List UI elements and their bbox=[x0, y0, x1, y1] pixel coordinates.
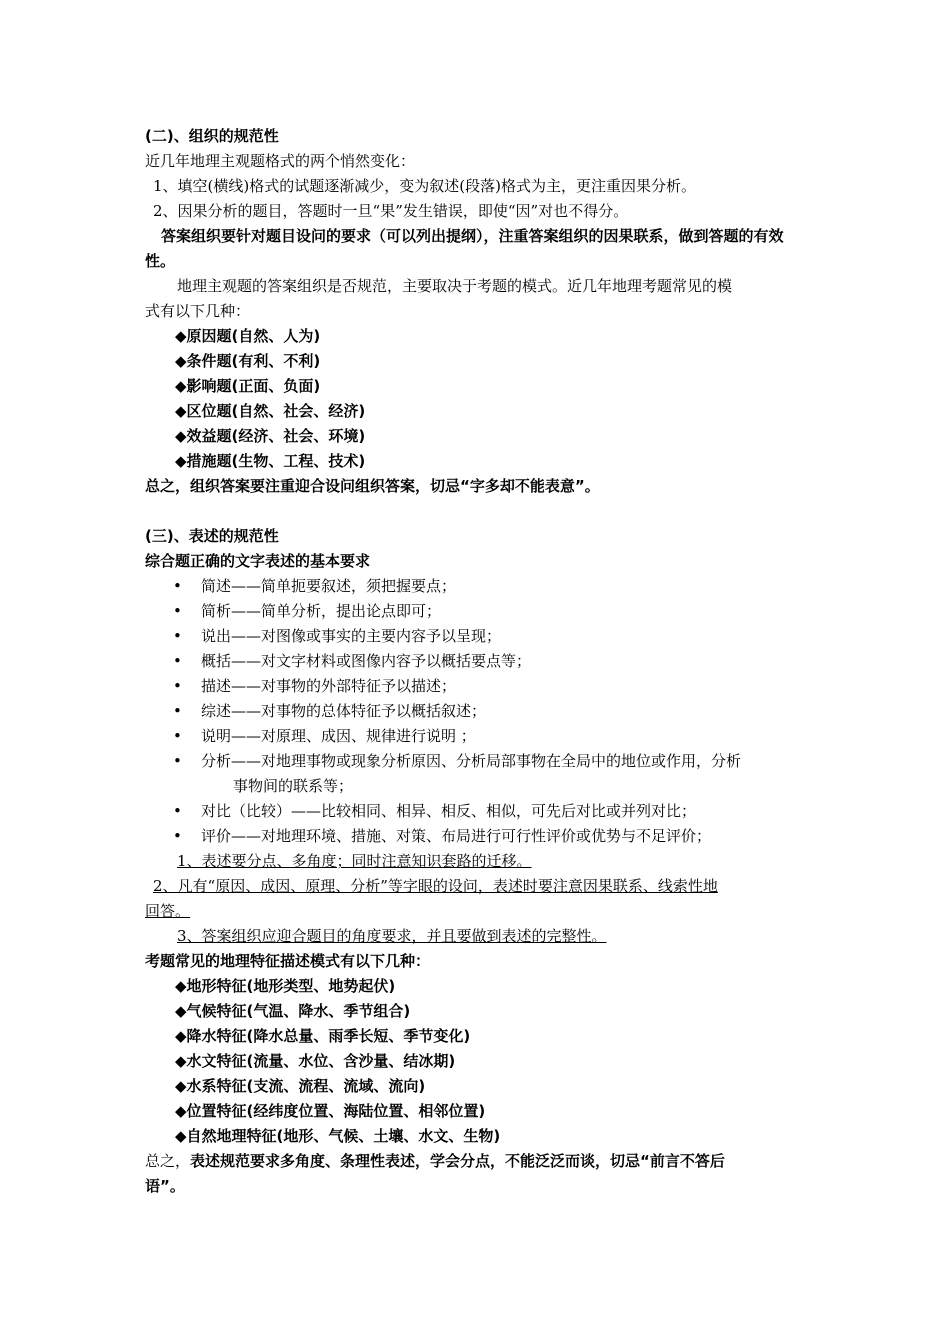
bullet-icon: • bbox=[173, 602, 182, 620]
note-2-line-1: 2、凡有“原因、成因、原理、分析”等字眼的设问，表述时要注意因果联系、线索性地 bbox=[153, 877, 718, 895]
feature-item: ◆气候特征(气温、降水、季节组合) bbox=[175, 1002, 411, 1020]
bullet-icon: • bbox=[173, 702, 182, 720]
bullet-icon: • bbox=[173, 802, 182, 820]
document-page bbox=[145, 124, 807, 1199]
feature-item: ◆降水特征(降水总量、雨季长短、季节变化) bbox=[175, 1027, 471, 1045]
feature-item: ◆地形特征(地形类型、地势起伏) bbox=[175, 977, 396, 995]
list-item: • 描述——对事物的外部特征予以描述； bbox=[145, 674, 807, 699]
bullet-icon: • bbox=[173, 752, 182, 770]
type-item: ◆影响题(正面、负面) bbox=[175, 377, 321, 395]
section3-summary-line-1: 总之，表述规范要求多角度、条理性表述，学会分点，不能泛泛而谈，切忌“前言不答后 bbox=[145, 1152, 725, 1170]
section2-intro: 近几年地理主观题格式的两个悄然变化： bbox=[145, 152, 416, 170]
bullet-icon: • bbox=[173, 727, 182, 745]
list-item: • 简述——简单扼要叙述，须把握要点； bbox=[145, 574, 807, 599]
type-item: ◆条件题(有利、不利) bbox=[175, 352, 321, 370]
requirements-list bbox=[145, 574, 807, 849]
bullet-icon: • bbox=[173, 627, 182, 645]
list-item: • 对比（比较）——比较相同、相异、相反、相似，可先后对比或并列对比； bbox=[145, 799, 807, 824]
list-item: • 分析——对地理事物或现象分析原因、分析局部事物在全局中的地位或作用，分析 事物间的联系等； bbox=[145, 749, 807, 799]
bullet-icon: • bbox=[173, 652, 182, 670]
paragraph-line-2: 式有以下几种： bbox=[145, 302, 251, 320]
section2-summary: 总之，组织答案要注重迎合设问组织答案，切忌“字多却不能表意”。 bbox=[145, 477, 600, 495]
note-1: 1、表述要分点、多角度；同时注意知识套路的迁移。 bbox=[177, 852, 532, 870]
list-item: • 说出——对图像或事实的主要内容予以呈现； bbox=[145, 624, 807, 649]
feature-item: ◆水文特征(流量、水位、含沙量、结冰期) bbox=[175, 1052, 456, 1070]
emphasis-paragraph: 答案组织要针对题目设问的要求（可以列出提纲），注重答案组织的因果联系，做到答题的有效性。 bbox=[145, 227, 784, 270]
feature-item: ◆位置特征(经纬度位置、海陆位置、相邻位置) bbox=[175, 1102, 486, 1120]
type-item: ◆区位题(自然、社会、经济) bbox=[175, 402, 366, 420]
note-2-line-2: 回答。 bbox=[145, 902, 191, 920]
bullet-icon: • bbox=[173, 827, 182, 845]
change-1: 1、填空(横线)格式的试题逐渐减少，变为叙述(段落)格式为主，更注重因果分析。 bbox=[153, 177, 696, 195]
section2-heading: (二)、组织的规范性 bbox=[145, 127, 279, 145]
type-item: ◆原因题(自然、人为) bbox=[175, 327, 321, 345]
change-2: 2、因果分析的题目，答题时一旦“果”发生错误，即使“因”对也不得分。 bbox=[153, 202, 629, 220]
list-item: • 说明——对原理、成因、规律进行说明 ； bbox=[145, 724, 807, 749]
bullet-icon: • bbox=[173, 677, 182, 695]
spacer bbox=[145, 499, 807, 524]
features-heading: 考题常见的地理特征描述模式有以下几种： bbox=[145, 952, 431, 970]
section3-summary-line-2: 语”。 bbox=[145, 1177, 185, 1195]
type-item: ◆措施题(生物、工程、技术) bbox=[175, 452, 366, 470]
list-item: • 综述——对事物的总体特征予以概括叙述； bbox=[145, 699, 807, 724]
feature-item: ◆水系特征(支流、流程、流域、流向) bbox=[175, 1077, 426, 1095]
list-item: • 概括——对文字材料或图像内容予以概括要点等； bbox=[145, 649, 807, 674]
type-item: ◆效益题(经济、社会、环境) bbox=[175, 427, 366, 445]
note-3: 3、答案组织应迎合题目的角度要求，并且要做到表述的完整性。 bbox=[177, 927, 607, 945]
list-item: • 评价——对地理环境、措施、对策、布局进行可行性评价或优势与不足评价； bbox=[145, 824, 807, 849]
bullet-icon: • bbox=[173, 577, 182, 595]
section3-heading: (三)、表述的规范性 bbox=[145, 527, 279, 545]
feature-item: ◆自然地理特征(地形、气候、土壤、水文、生物) bbox=[175, 1127, 501, 1145]
section3-subheading: 综合题正确的文字表述的基本要求 bbox=[145, 552, 371, 570]
paragraph-line-1: 地理主观题的答案组织是否规范，主要取决于考题的模式。近几年地理考题常见的模 bbox=[177, 277, 733, 295]
list-item: • 简析——简单分析，提出论点即可； bbox=[145, 599, 807, 624]
